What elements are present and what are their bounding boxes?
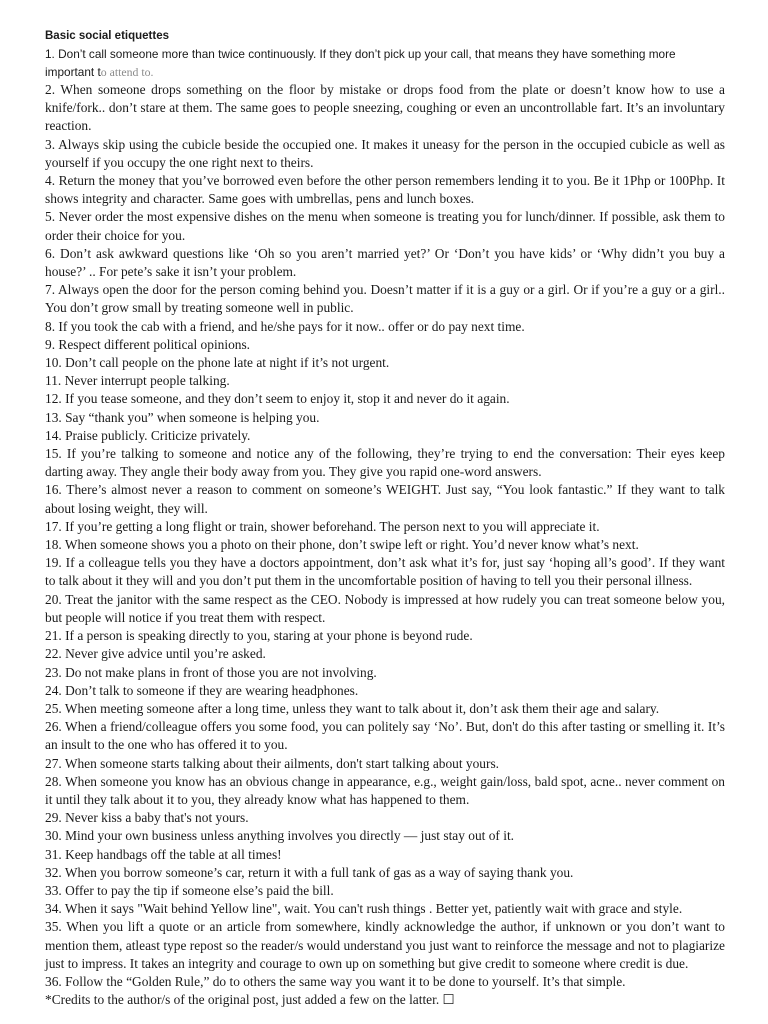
etiquette-item: 29. Never kiss a baby that's not yours. — [45, 810, 249, 826]
etiquette-item: 20. Treat the janitor with the same respect as the CEO. Nobody is impressed at how rudely you can treat someone below you, but people will notice if you treat them with respect. — [45, 591, 725, 625]
etiquette-item: 4. Return the money that you’ve borrowed even before the other person remembers lending it to you. Be it 1Php or 100Php. It shows integrity and character. Same goes with umbrellas, pens and lunch boxes. — [45, 173, 725, 207]
etiquette-item: 31. Keep handbags off the table at all times! — [45, 846, 282, 862]
etiquette-item: 19. If a colleague tells you they have a doctors appointment, don’t ask what it’s for, just say ‘hoping all’s good’. If they want to talk about it they will and you don’t put them in the uncomfortable position of having to tell you their personal illness. — [45, 555, 725, 589]
etiquette-item: 9. Respect different political opinions. — [45, 336, 251, 352]
etiquette-item: 26. When a friend/colleague offers you some food, you can politely say ‘No’. But, don't do this after tasting or smelling it. It’s an insult to the one who has offered it to you. — [45, 719, 725, 753]
etiquette-item: 13. Say “thank you” when someone is helping you. — [45, 409, 320, 425]
etiquette-item: 11. Never interrupt people talking. — [45, 373, 230, 389]
etiquette-item: 32. When you borrow someone’s car, return it with a full tank of gas as a way of saying thank you. — [45, 864, 574, 880]
etiquette-item: 5. Never order the most expensive dishes on the menu when someone is treating you for lunch/dinner. If possible, ask them to order their choice for you. — [45, 209, 725, 243]
etiquette-item-1-tail: o attend to. — [100, 65, 154, 79]
etiquette-item-1-main: 1. Don’t call someone more than twice continuously. If they don’t pick up your call, that means they have something more important t — [45, 47, 676, 79]
etiquette-item: 21. If a person is speaking directly to you, staring at your phone is beyond rude. — [45, 628, 473, 644]
etiquette-item: 27. When someone starts talking about their ailments, don't start talking about yours. — [45, 755, 500, 771]
etiquette-item: 2. When someone drops something on the floor by mistake or drops food from the plate or doesn’t know how to use a knife/fork.. don’t stare at them. The same goes to people sneezing, coughing or even an uncontrollable fart. It’s an involuntary reaction. — [45, 82, 725, 134]
etiquette-item: 28. When someone you know has an obvious change in appearance, e.g., weight gain/loss, bald spot, acne.. never comment on it until they talk about it to you, they already know what has happened to them. — [45, 773, 725, 807]
etiquette-item: 16. There’s almost never a reason to comment on someone’s WEIGHT. Just say, “You look fantastic.” If they want to talk about losing weight, they will. — [45, 482, 725, 516]
document-page — [45, 27, 725, 1009]
etiquette-item: 12. If you tease someone, and they don’t seem to enjoy it, stop it and never do it again. — [45, 391, 510, 407]
etiquette-item: 14. Praise publicly. Criticize privately. — [45, 427, 251, 443]
etiquette-item: 23. Do not make plans in front of those you are not involving. — [45, 664, 377, 680]
etiquette-item: 22. Never give advice until you’re asked. — [45, 646, 266, 662]
etiquette-item: 36. Follow the “Golden Rule,” do to others the same way you want it to be done to yourself. It’s that simple. — [45, 973, 626, 989]
etiquette-item: 18. When someone shows you a photo on their phone, don’t swipe left or right. You’d never know what’s next. — [45, 537, 639, 553]
etiquette-item: 25. When meeting someone after a long time, unless they want to talk about it, don’t ask them their age and salary. — [45, 700, 660, 716]
etiquette-item: 35. When you lift a quote or an article from somewhere, kindly acknowledge the author, if unknown or you don’t want to mention them, atleast type repost so the reader/s would understand you just want to reinforce the message and not to plagiarize just to impress. It takes an integrity and courage to own up on something but give credit to someone where credit is due. — [45, 919, 725, 971]
etiquette-list — [45, 81, 725, 1009]
etiquette-item: 6. Don’t ask awkward questions like ‘Oh so you aren’t married yet?’ Or ‘Don’t you have kids’ or ‘Why didn’t you buy a house?’ .. For pete’s sake it isn’t your problem. — [45, 245, 725, 280]
etiquette-item: 15. If you’re talking to someone and notice any of the following, they’re trying to end the conversation: Their eyes keep darting away. They angle their body away from you. They give you rapid one-word answers. — [45, 446, 725, 480]
etiquette-item: 24. Don’t talk to someone if they are wearing headphones. — [45, 682, 359, 698]
document-heading: Basic social etiquettes — [45, 30, 169, 42]
etiquette-item: *Credits to the author/s of the original post, just added a few on the latter. ☐ — [45, 992, 455, 1008]
etiquette-item: 7. Always open the door for the person coming behind you. Doesn’t matter if it is a guy or a girl. Or if you’re a guy or a girl.. You don’t grow small by treating someone well in public. — [45, 282, 725, 316]
etiquette-item: 10. Don’t call people on the phone late at night if it’s not urgent. — [45, 355, 390, 371]
etiquette-item: 17. If you’re getting a long flight or train, shower beforehand. The person next to you will appreciate it. — [45, 518, 600, 534]
etiquette-item-1 — [45, 45, 725, 81]
etiquette-item: 34. When it says "Wait behind Yellow line", wait. You can't rush things . Better yet, patiently wait with grace and style. — [45, 901, 683, 917]
etiquette-item: 8. If you took the cab with a friend, and he/she pays for it now.. offer or do pay next time. — [45, 318, 525, 334]
etiquette-item: 3. Always skip using the cubicle beside the occupied one. It makes it uneasy for the person in the occupied cubicle as well as yourself if you occupy the one right next to theirs. — [45, 136, 725, 170]
etiquette-item: 30. Mind your own business unless anything involves you directly — just stay out of it. — [45, 828, 515, 844]
etiquette-item: 33. Offer to pay the tip if someone else’s paid the bill. — [45, 882, 334, 898]
